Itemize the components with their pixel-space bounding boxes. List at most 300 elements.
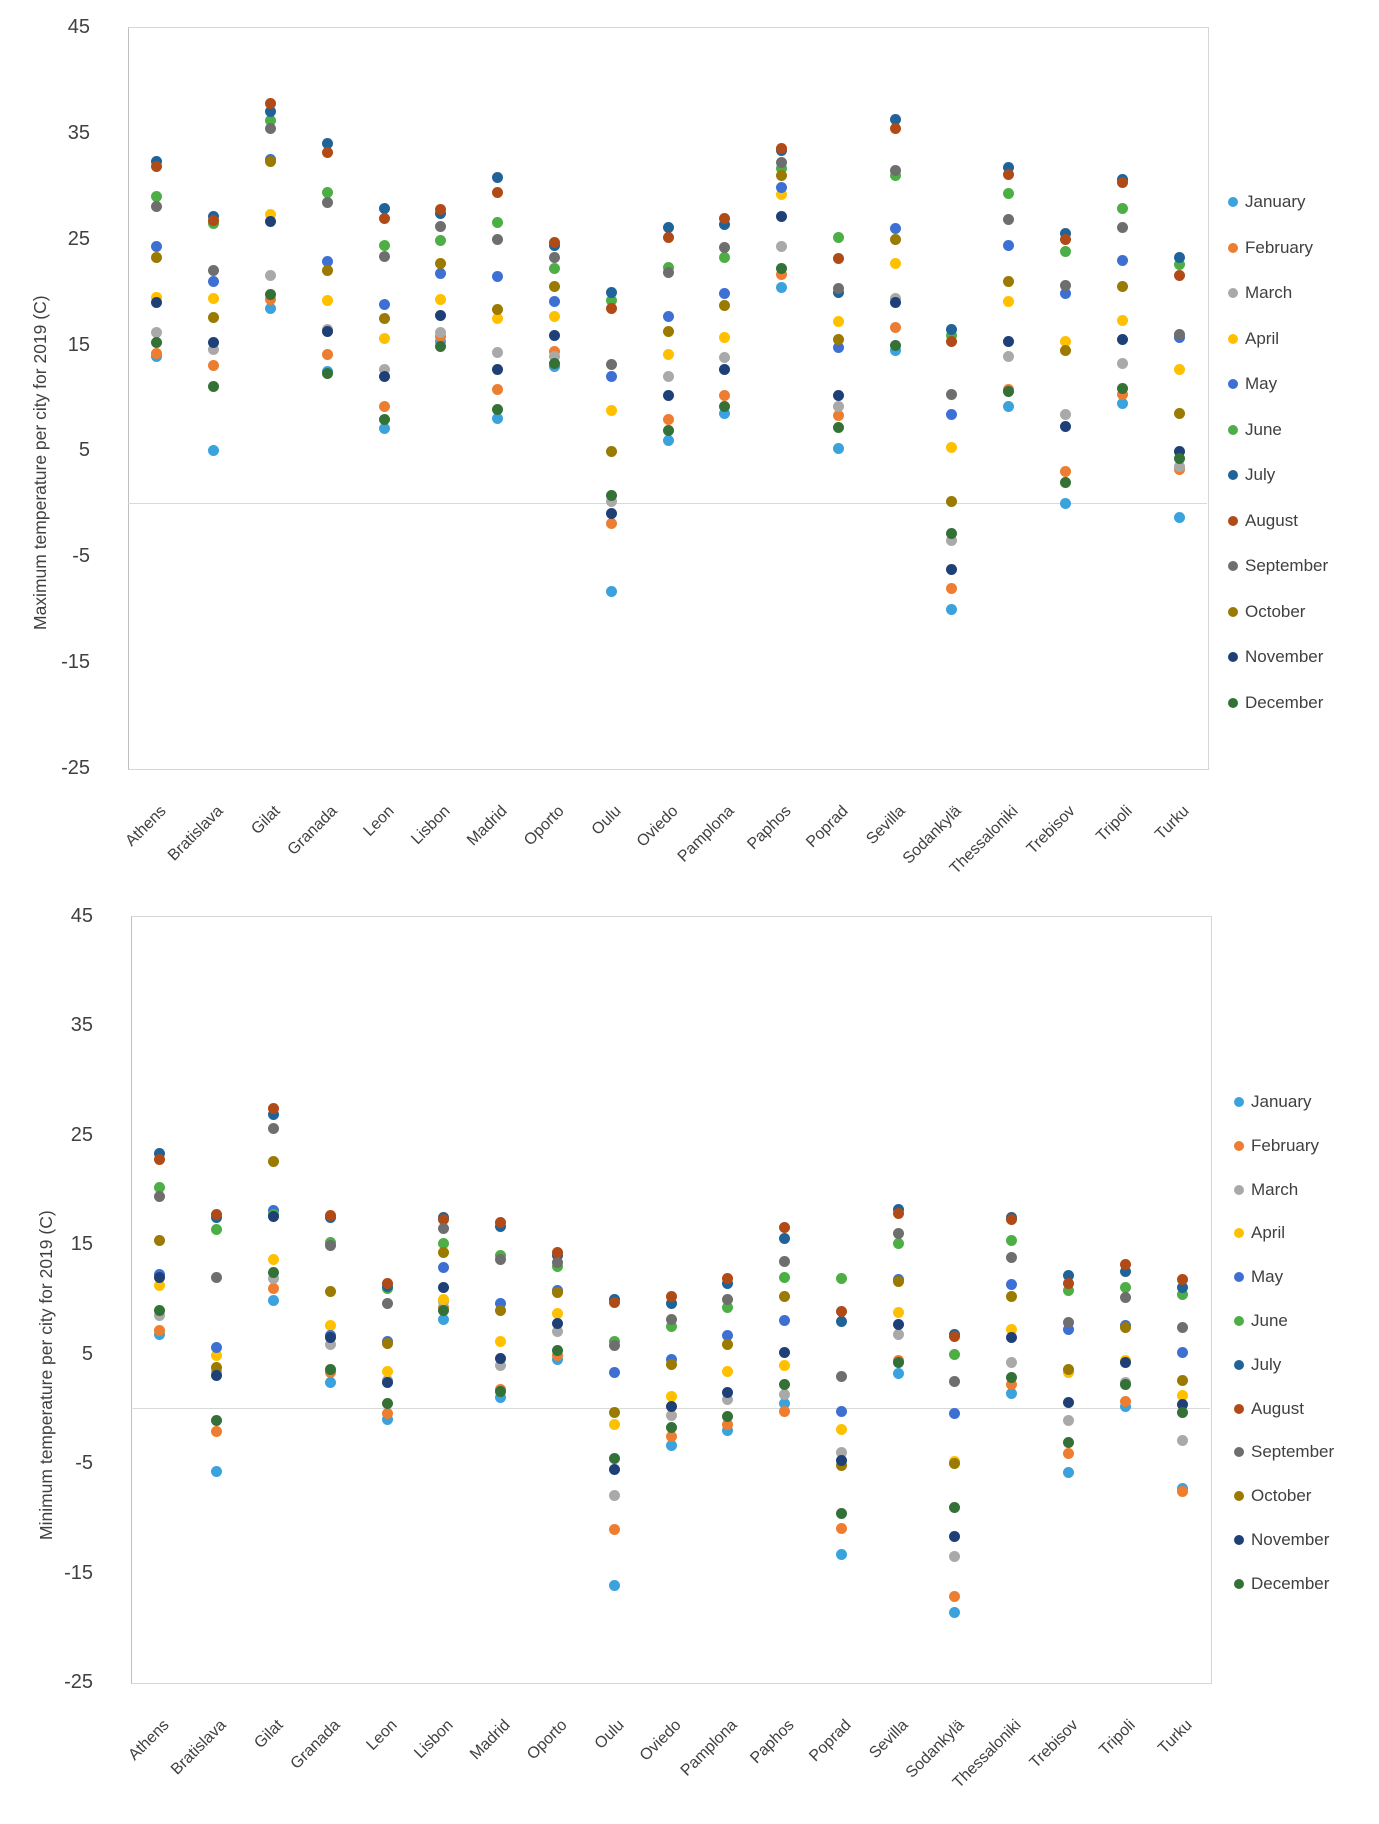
data-point xyxy=(435,327,446,338)
data-point xyxy=(268,1295,279,1306)
legend-item xyxy=(1234,1181,1298,1199)
data-point xyxy=(836,1371,847,1382)
data-point xyxy=(833,253,844,264)
data-point xyxy=(211,1415,222,1426)
data-point xyxy=(552,1287,563,1298)
data-point xyxy=(836,1455,847,1466)
data-point xyxy=(606,405,617,416)
max-chart-y-axis-title: Maximum temperature per city for 2019 (C) xyxy=(30,295,50,630)
data-point xyxy=(379,213,390,224)
data-point xyxy=(836,1406,847,1417)
legend-item xyxy=(1234,1575,1329,1593)
legend-item xyxy=(1234,1268,1283,1286)
data-point xyxy=(495,1217,506,1228)
data-point xyxy=(1003,276,1014,287)
data-point xyxy=(438,1305,449,1316)
data-point xyxy=(151,201,162,212)
data-point xyxy=(890,123,901,134)
data-point xyxy=(435,310,446,321)
x-axis-city-label: Thessaloniki xyxy=(946,802,1022,878)
data-point xyxy=(609,1490,620,1501)
data-point xyxy=(833,232,844,243)
data-point xyxy=(1063,1397,1074,1408)
data-point xyxy=(606,446,617,457)
legend-swatch xyxy=(1234,1228,1244,1238)
data-point xyxy=(833,283,844,294)
data-point xyxy=(893,1307,904,1318)
data-point xyxy=(1177,1435,1188,1446)
data-point xyxy=(779,1256,790,1267)
data-point xyxy=(322,295,333,306)
data-point xyxy=(893,1228,904,1239)
legend-swatch xyxy=(1234,1579,1244,1589)
y-tick-label: 35 xyxy=(70,1014,93,1036)
data-point xyxy=(492,404,503,415)
legend-label: November xyxy=(1245,647,1324,666)
legend-label: March xyxy=(1245,283,1293,302)
data-point xyxy=(779,1222,790,1233)
legend-item xyxy=(1228,330,1279,348)
data-point xyxy=(609,1340,620,1351)
data-point xyxy=(1174,512,1185,523)
data-point xyxy=(1120,1282,1131,1293)
data-point xyxy=(1063,1437,1074,1448)
legend-swatch xyxy=(1228,379,1238,389)
x-axis-city-label: Tripoli xyxy=(1093,802,1136,846)
legend-swatch xyxy=(1228,652,1238,662)
y-tick-label: 45 xyxy=(67,16,90,38)
data-point xyxy=(1003,336,1014,347)
x-axis-city-label: Poprad xyxy=(806,1716,855,1766)
data-point xyxy=(833,443,844,454)
data-point xyxy=(552,1247,563,1258)
data-point xyxy=(1060,345,1071,356)
data-point xyxy=(609,1453,620,1464)
data-point xyxy=(154,1272,165,1283)
data-point xyxy=(722,1366,733,1377)
data-point xyxy=(492,187,503,198)
legend-label: January xyxy=(1245,192,1306,211)
data-point xyxy=(719,213,730,224)
y-tick-label: -25 xyxy=(64,1671,93,1693)
data-point xyxy=(552,1318,563,1329)
legend-swatch xyxy=(1234,1360,1244,1370)
data-point xyxy=(325,1240,336,1251)
data-point xyxy=(719,332,730,343)
x-axis-city-label: Turku xyxy=(1154,1716,1196,1758)
data-point xyxy=(382,1408,393,1419)
data-point xyxy=(606,359,617,370)
data-point xyxy=(1117,358,1128,369)
legend-item xyxy=(1228,557,1328,575)
data-point xyxy=(833,334,844,345)
legend-label: July xyxy=(1251,1355,1282,1374)
data-point xyxy=(435,235,446,246)
x-axis-city-label: Sodankylä xyxy=(903,1716,969,1782)
data-point xyxy=(492,217,503,228)
data-point xyxy=(265,98,276,109)
data-point xyxy=(1117,315,1128,326)
data-point xyxy=(154,1154,165,1165)
data-point xyxy=(893,1276,904,1287)
data-point xyxy=(438,1247,449,1258)
data-point xyxy=(151,348,162,359)
data-point xyxy=(1006,1235,1017,1246)
x-axis-city-label: Athens xyxy=(122,802,171,850)
data-point xyxy=(1060,409,1071,420)
legend-label: December xyxy=(1251,1574,1330,1593)
data-point xyxy=(609,1367,620,1378)
data-point xyxy=(1117,383,1128,394)
data-point xyxy=(268,1267,279,1278)
data-point xyxy=(151,191,162,202)
data-point xyxy=(495,1305,506,1316)
data-point xyxy=(1006,1357,1017,1368)
data-point xyxy=(663,326,674,337)
data-point xyxy=(890,322,901,333)
data-point xyxy=(435,268,446,279)
data-point xyxy=(663,390,674,401)
data-point xyxy=(949,1551,960,1562)
x-axis-city-label: Turku xyxy=(1151,802,1193,844)
data-point xyxy=(1003,351,1014,362)
data-point xyxy=(779,1347,790,1358)
data-point xyxy=(379,299,390,310)
min-chart-y-axis-title: Minimum temperature per city for 2019 (C) xyxy=(36,1210,56,1540)
data-point xyxy=(438,1294,449,1305)
data-point xyxy=(949,1349,960,1360)
data-point xyxy=(1063,1448,1074,1459)
x-axis-city-label: Oviedo xyxy=(636,1716,685,1765)
data-point xyxy=(1063,1415,1074,1426)
legend-item xyxy=(1234,1400,1304,1418)
data-point xyxy=(946,496,957,507)
data-point xyxy=(549,281,560,292)
data-point xyxy=(776,182,787,193)
data-point xyxy=(268,1283,279,1294)
data-point xyxy=(438,1223,449,1234)
data-point xyxy=(435,294,446,305)
data-point xyxy=(151,241,162,252)
legend-item xyxy=(1234,1093,1311,1111)
data-point xyxy=(663,414,674,425)
data-point xyxy=(265,216,276,227)
data-point xyxy=(663,349,674,360)
data-point xyxy=(211,1466,222,1477)
data-point xyxy=(492,347,503,358)
data-point xyxy=(779,1389,790,1400)
data-point xyxy=(609,1407,620,1418)
data-point xyxy=(268,1211,279,1222)
data-point xyxy=(322,197,333,208)
data-point xyxy=(836,1549,847,1560)
legend-swatch xyxy=(1228,698,1238,708)
x-axis-city-label: Paphos xyxy=(744,802,795,854)
data-point xyxy=(211,1426,222,1437)
data-point xyxy=(552,1345,563,1356)
data-point xyxy=(833,422,844,433)
data-point xyxy=(779,1315,790,1326)
legend-label: February xyxy=(1251,1136,1320,1155)
data-point xyxy=(492,384,503,395)
x-axis-city-label: Granada xyxy=(287,1716,344,1773)
data-point xyxy=(663,311,674,322)
data-point xyxy=(208,445,219,456)
zero-gridline xyxy=(128,503,1207,504)
legend-label: May xyxy=(1251,1267,1284,1286)
data-point xyxy=(722,1273,733,1284)
data-point xyxy=(492,234,503,245)
data-point xyxy=(719,352,730,363)
x-axis-city-label: Sevilla xyxy=(862,802,909,848)
data-point xyxy=(666,1291,677,1302)
x-axis-city-label: Paphos xyxy=(747,1716,798,1768)
legend-item xyxy=(1234,1312,1288,1330)
data-point xyxy=(265,289,276,300)
data-point xyxy=(949,1607,960,1618)
data-point xyxy=(949,1376,960,1387)
data-point xyxy=(1117,334,1128,345)
x-axis-city-label: Sevilla xyxy=(865,1716,912,1762)
data-point xyxy=(666,1359,677,1370)
data-point xyxy=(1177,1375,1188,1386)
data-point xyxy=(325,1320,336,1331)
data-point xyxy=(1063,1467,1074,1478)
data-point xyxy=(268,1254,279,1265)
legend-label: December xyxy=(1245,693,1324,712)
data-point xyxy=(154,1305,165,1316)
data-point xyxy=(776,157,787,168)
y-tick-label: -15 xyxy=(64,1562,93,1584)
data-point xyxy=(946,324,957,335)
data-point xyxy=(1006,1372,1017,1383)
data-point xyxy=(666,1422,677,1433)
data-point xyxy=(949,1408,960,1419)
y-tick-label: -15 xyxy=(61,651,90,673)
data-point xyxy=(833,390,844,401)
data-point xyxy=(890,297,901,308)
legend-swatch xyxy=(1234,1272,1244,1282)
data-point xyxy=(779,1379,790,1390)
y-tick-label: 5 xyxy=(78,439,90,461)
legend-swatch xyxy=(1234,1535,1244,1545)
data-point xyxy=(1003,386,1014,397)
data-point xyxy=(1174,408,1185,419)
data-point xyxy=(1003,214,1014,225)
x-axis-city-label: Trebisov xyxy=(1023,802,1079,858)
data-point xyxy=(776,282,787,293)
legend-swatch xyxy=(1228,243,1238,253)
data-point xyxy=(208,293,219,304)
data-point xyxy=(1120,1292,1131,1303)
legend-label: October xyxy=(1245,602,1306,621)
legend-swatch xyxy=(1228,607,1238,617)
data-point xyxy=(549,263,560,274)
data-point xyxy=(549,330,560,341)
data-point xyxy=(946,528,957,539)
data-point xyxy=(1006,1252,1017,1263)
data-point xyxy=(325,1332,336,1343)
data-point xyxy=(836,1306,847,1317)
data-point xyxy=(722,1411,733,1422)
legend-label: November xyxy=(1251,1530,1330,1549)
x-axis-city-label: Madrid xyxy=(464,802,511,850)
data-point xyxy=(1120,1396,1131,1407)
data-point xyxy=(609,1464,620,1475)
x-axis-city-label: Gilat xyxy=(251,1716,287,1752)
legend-swatch xyxy=(1228,516,1238,526)
data-point xyxy=(606,518,617,529)
data-point xyxy=(946,442,957,453)
data-point xyxy=(779,1233,790,1244)
data-point xyxy=(1003,296,1014,307)
data-point xyxy=(265,156,276,167)
data-point xyxy=(890,340,901,351)
data-point xyxy=(663,425,674,436)
data-point xyxy=(1120,1322,1131,1333)
x-axis-city-label: Oulu xyxy=(591,1716,628,1753)
legend-item xyxy=(1228,466,1275,484)
legend-label: February xyxy=(1245,238,1314,257)
data-point xyxy=(211,1370,222,1381)
data-point xyxy=(946,604,957,615)
data-point xyxy=(322,326,333,337)
legend-swatch xyxy=(1228,561,1238,571)
data-point xyxy=(1117,177,1128,188)
data-point xyxy=(779,1406,790,1417)
data-point xyxy=(666,1401,677,1412)
legend-item xyxy=(1234,1356,1281,1374)
data-point xyxy=(438,1262,449,1273)
data-point xyxy=(495,1353,506,1364)
legend-label: June xyxy=(1245,420,1282,439)
data-point xyxy=(719,288,730,299)
data-point xyxy=(265,270,276,281)
data-point xyxy=(890,165,901,176)
x-axis-city-label: Leon xyxy=(363,1716,401,1754)
x-axis-city-label: Oporto xyxy=(520,802,568,850)
data-point xyxy=(265,123,276,134)
data-point xyxy=(1174,453,1185,464)
data-point xyxy=(1120,1357,1131,1368)
data-point xyxy=(208,265,219,276)
y-tick-label: -25 xyxy=(61,757,90,779)
data-point xyxy=(890,258,901,269)
data-point xyxy=(606,287,617,298)
data-point xyxy=(268,1123,279,1134)
data-point xyxy=(549,358,560,369)
data-point xyxy=(495,1386,506,1397)
data-point xyxy=(606,508,617,519)
data-point xyxy=(893,1368,904,1379)
data-point xyxy=(1006,1279,1017,1290)
data-point xyxy=(154,1325,165,1336)
legend-label: January xyxy=(1251,1092,1312,1111)
legend-label: April xyxy=(1245,329,1280,348)
data-point xyxy=(722,1387,733,1398)
data-point xyxy=(208,381,219,392)
data-point xyxy=(1174,364,1185,375)
legend-item xyxy=(1228,375,1277,393)
data-point xyxy=(208,215,219,226)
data-point xyxy=(154,1191,165,1202)
data-point xyxy=(663,222,674,233)
data-point xyxy=(211,1224,222,1235)
data-point xyxy=(1060,498,1071,509)
y-tick-label: 5 xyxy=(81,1343,93,1365)
data-point xyxy=(325,1364,336,1375)
x-axis-city-label: Trebisov xyxy=(1026,1716,1082,1772)
legend-swatch xyxy=(1228,425,1238,435)
legend-item xyxy=(1228,648,1323,666)
x-axis-city-label: Oviedo xyxy=(633,802,682,851)
data-point xyxy=(836,1523,847,1534)
data-point xyxy=(893,1319,904,1330)
x-axis-city-label: Pamplona xyxy=(674,802,738,866)
data-point xyxy=(949,1591,960,1602)
data-point xyxy=(663,232,674,243)
legend-swatch xyxy=(1228,470,1238,480)
data-point xyxy=(1120,1379,1131,1390)
data-point xyxy=(722,1294,733,1305)
x-axis-city-label: Thessaloniki xyxy=(949,1716,1025,1792)
data-point xyxy=(1174,252,1185,263)
data-point xyxy=(833,401,844,412)
data-point xyxy=(719,242,730,253)
data-point xyxy=(208,276,219,287)
data-point xyxy=(325,1377,336,1388)
legend-item xyxy=(1234,1443,1334,1461)
data-point xyxy=(379,371,390,382)
data-point xyxy=(893,1329,904,1340)
legend-item xyxy=(1234,1224,1285,1242)
data-point xyxy=(893,1238,904,1249)
data-point xyxy=(382,1278,393,1289)
data-point xyxy=(211,1342,222,1353)
data-point xyxy=(1060,421,1071,432)
data-point xyxy=(946,583,957,594)
legend-item xyxy=(1228,694,1323,712)
legend-item xyxy=(1228,239,1313,257)
data-point xyxy=(379,414,390,425)
data-point xyxy=(1063,1364,1074,1375)
data-point xyxy=(322,187,333,198)
data-point xyxy=(606,490,617,501)
legend-item xyxy=(1228,512,1298,530)
x-axis-city-label: Lisbon xyxy=(411,1716,457,1763)
data-point xyxy=(382,1338,393,1349)
x-axis-city-label: Tripoli xyxy=(1096,1716,1139,1760)
data-point xyxy=(776,263,787,274)
y-tick-label: -5 xyxy=(75,1452,93,1474)
data-point xyxy=(325,1210,336,1221)
data-point xyxy=(606,586,617,597)
x-axis-city-label: Oulu xyxy=(588,802,625,839)
data-point xyxy=(779,1272,790,1283)
data-point xyxy=(151,327,162,338)
y-tick-label: 15 xyxy=(67,334,90,356)
legend-label: June xyxy=(1251,1311,1288,1330)
y-tick-label: 25 xyxy=(70,1124,93,1146)
x-axis-city-label: Madrid xyxy=(467,1716,514,1764)
data-point xyxy=(1006,1291,1017,1302)
data-point xyxy=(946,389,957,400)
data-point xyxy=(208,360,219,371)
data-point xyxy=(1174,270,1185,281)
legend-item xyxy=(1228,421,1282,439)
data-point xyxy=(606,303,617,314)
legend-swatch xyxy=(1234,1185,1244,1195)
